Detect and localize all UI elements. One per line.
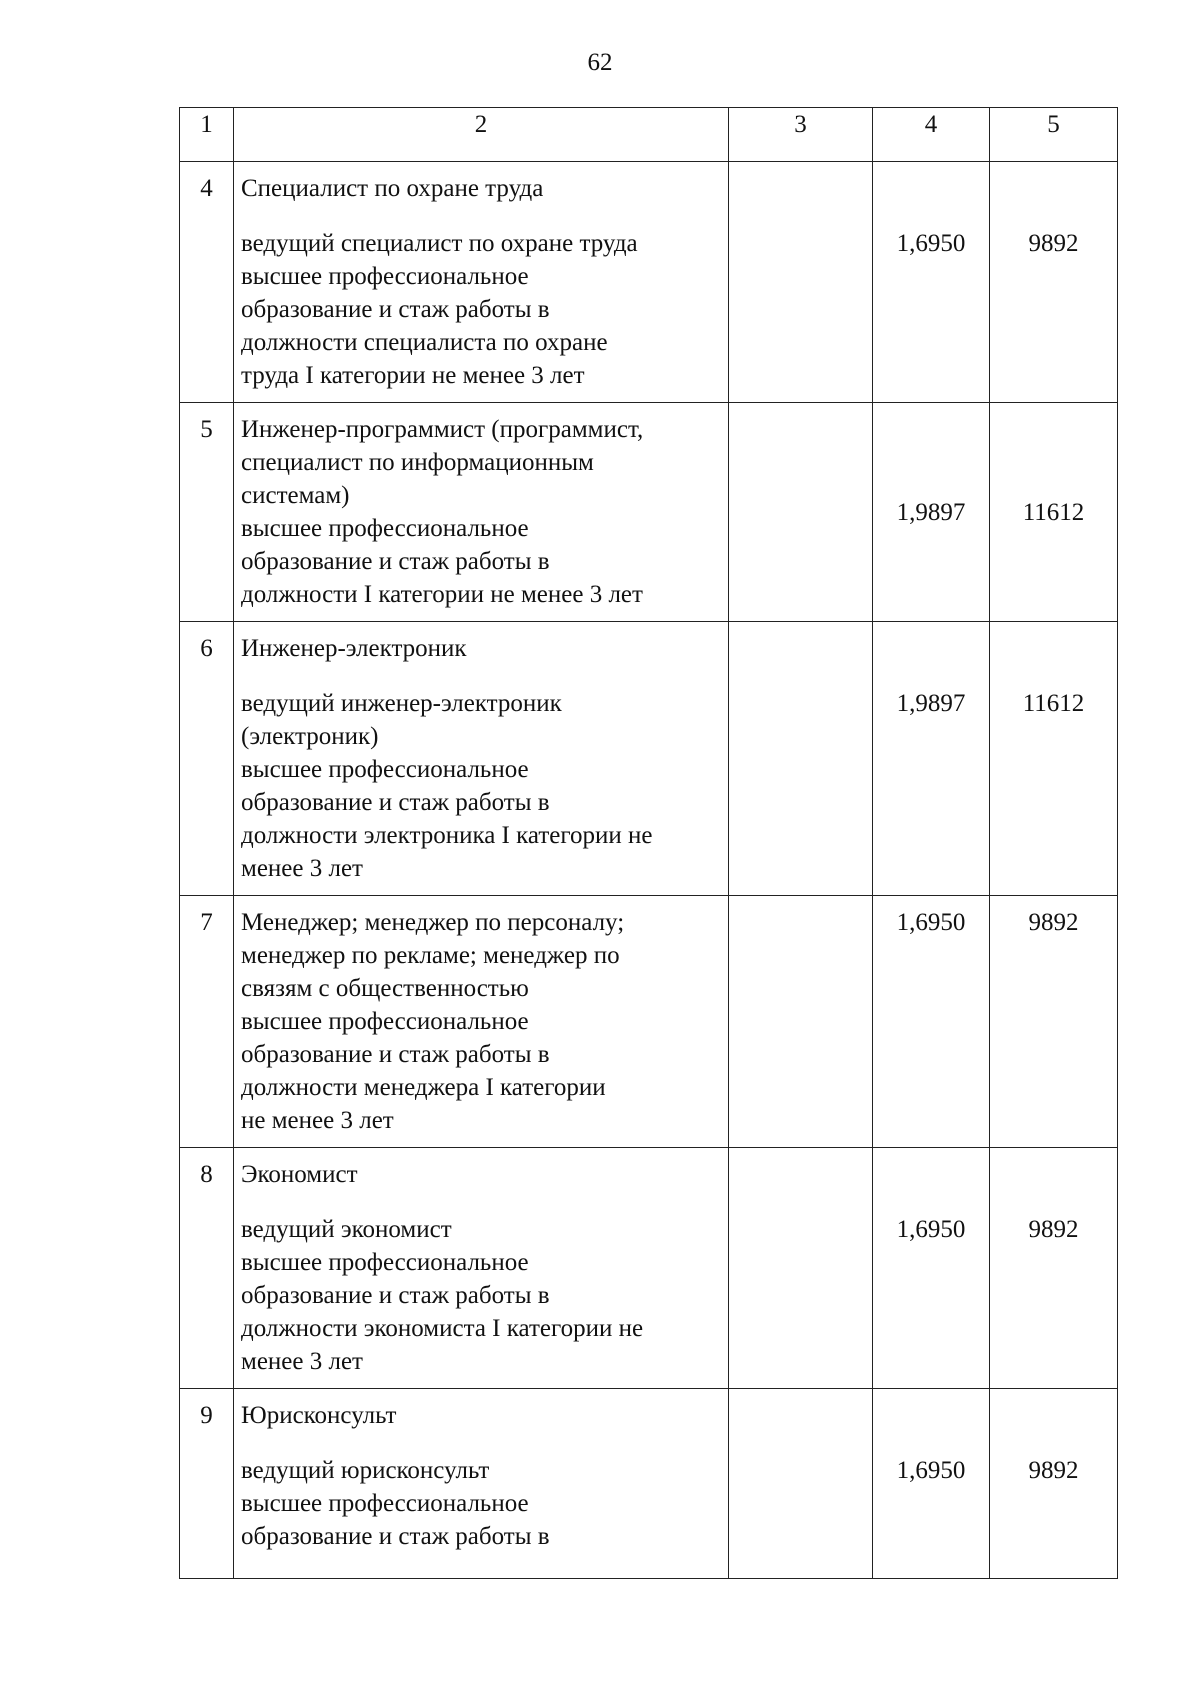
row-number: 8 [180, 1148, 234, 1389]
position-text: Менеджер; менеджер по персоналу; менеджер по рекламе; менеджер по связям с общественностью высшее профессиональное образование и стаж работы в должности менеджера I категории не менее 3 лет [241, 909, 625, 1134]
col3-cell [729, 622, 873, 896]
table-row [180, 896, 1118, 1148]
header-cell-2: 2 [234, 108, 729, 162]
col3-cell [729, 1148, 873, 1389]
position-description [234, 896, 729, 1148]
salary-cell: 9892 [990, 896, 1118, 1148]
row-number: 9 [180, 1389, 234, 1579]
position-description [234, 162, 729, 403]
position-description [234, 1148, 729, 1389]
table-row [180, 162, 1118, 403]
salary-cell: 11612 [990, 403, 1118, 622]
header-cell-3: 3 [729, 108, 873, 162]
header-cell-1: 1 [180, 108, 234, 162]
col3-cell [729, 896, 873, 1148]
position-description [234, 622, 729, 896]
coefficient-cell: 1,9897 [873, 403, 990, 622]
position-title: Экономист [241, 1161, 358, 1188]
salary-cell: 9892 [990, 1148, 1118, 1389]
coefficient-cell: 1,6950 [873, 896, 990, 1148]
row-number: 4 [180, 162, 234, 403]
table-row [180, 1389, 1118, 1579]
table-header-row [180, 108, 1118, 162]
col3-cell [729, 1389, 873, 1579]
header-cell-5: 5 [990, 108, 1118, 162]
position-text: ведущий юрисконсульт высшее профессиональное образование и стаж работы в [241, 1457, 550, 1550]
coefficient-cell: 1,6950 [873, 1389, 990, 1579]
coefficient-cell: 1,6950 [873, 1148, 990, 1389]
salary-cell: 11612 [990, 622, 1118, 896]
position-text: Инженер-программист (программист, специалист по информационным системам) высшее профессиональное образование и стаж работы в должности I категории не менее 3 лет [241, 416, 644, 608]
position-description [234, 1389, 729, 1579]
position-text: ведущий специалист по охране труда высшее профессиональное образование и стаж работы в должности специалиста по охране труда I категории не менее 3 лет [241, 230, 638, 389]
row-number: 6 [180, 622, 234, 896]
position-description [234, 403, 729, 622]
positions-table [179, 107, 1118, 1579]
col3-cell [729, 403, 873, 622]
position-title: Инженер-электроник [241, 635, 467, 662]
row-number: 5 [180, 403, 234, 622]
coefficient-cell: 1,6950 [873, 162, 990, 403]
table-row [180, 622, 1118, 896]
header-cell-4: 4 [873, 108, 990, 162]
position-text: ведущий инженер-электроник (электроник) высшее профессиональное образование и стаж работы в должности электроника I категории не менее 3 лет [241, 690, 653, 882]
coefficient-cell: 1,9897 [873, 622, 990, 896]
row-number: 7 [180, 896, 234, 1148]
position-title: Специалист по охране труда [241, 175, 544, 202]
table-row [180, 1148, 1118, 1389]
page-number: 62 [587, 49, 613, 76]
salary-cell: 9892 [990, 1389, 1118, 1579]
salary-cell: 9892 [990, 162, 1118, 403]
position-title: Юрисконсульт [241, 1402, 397, 1429]
table-row [180, 403, 1118, 622]
position-text: ведущий экономист высшее профессиональное образование и стаж работы в должности экономиста I категории не менее 3 лет [241, 1216, 644, 1375]
col3-cell [729, 162, 873, 403]
